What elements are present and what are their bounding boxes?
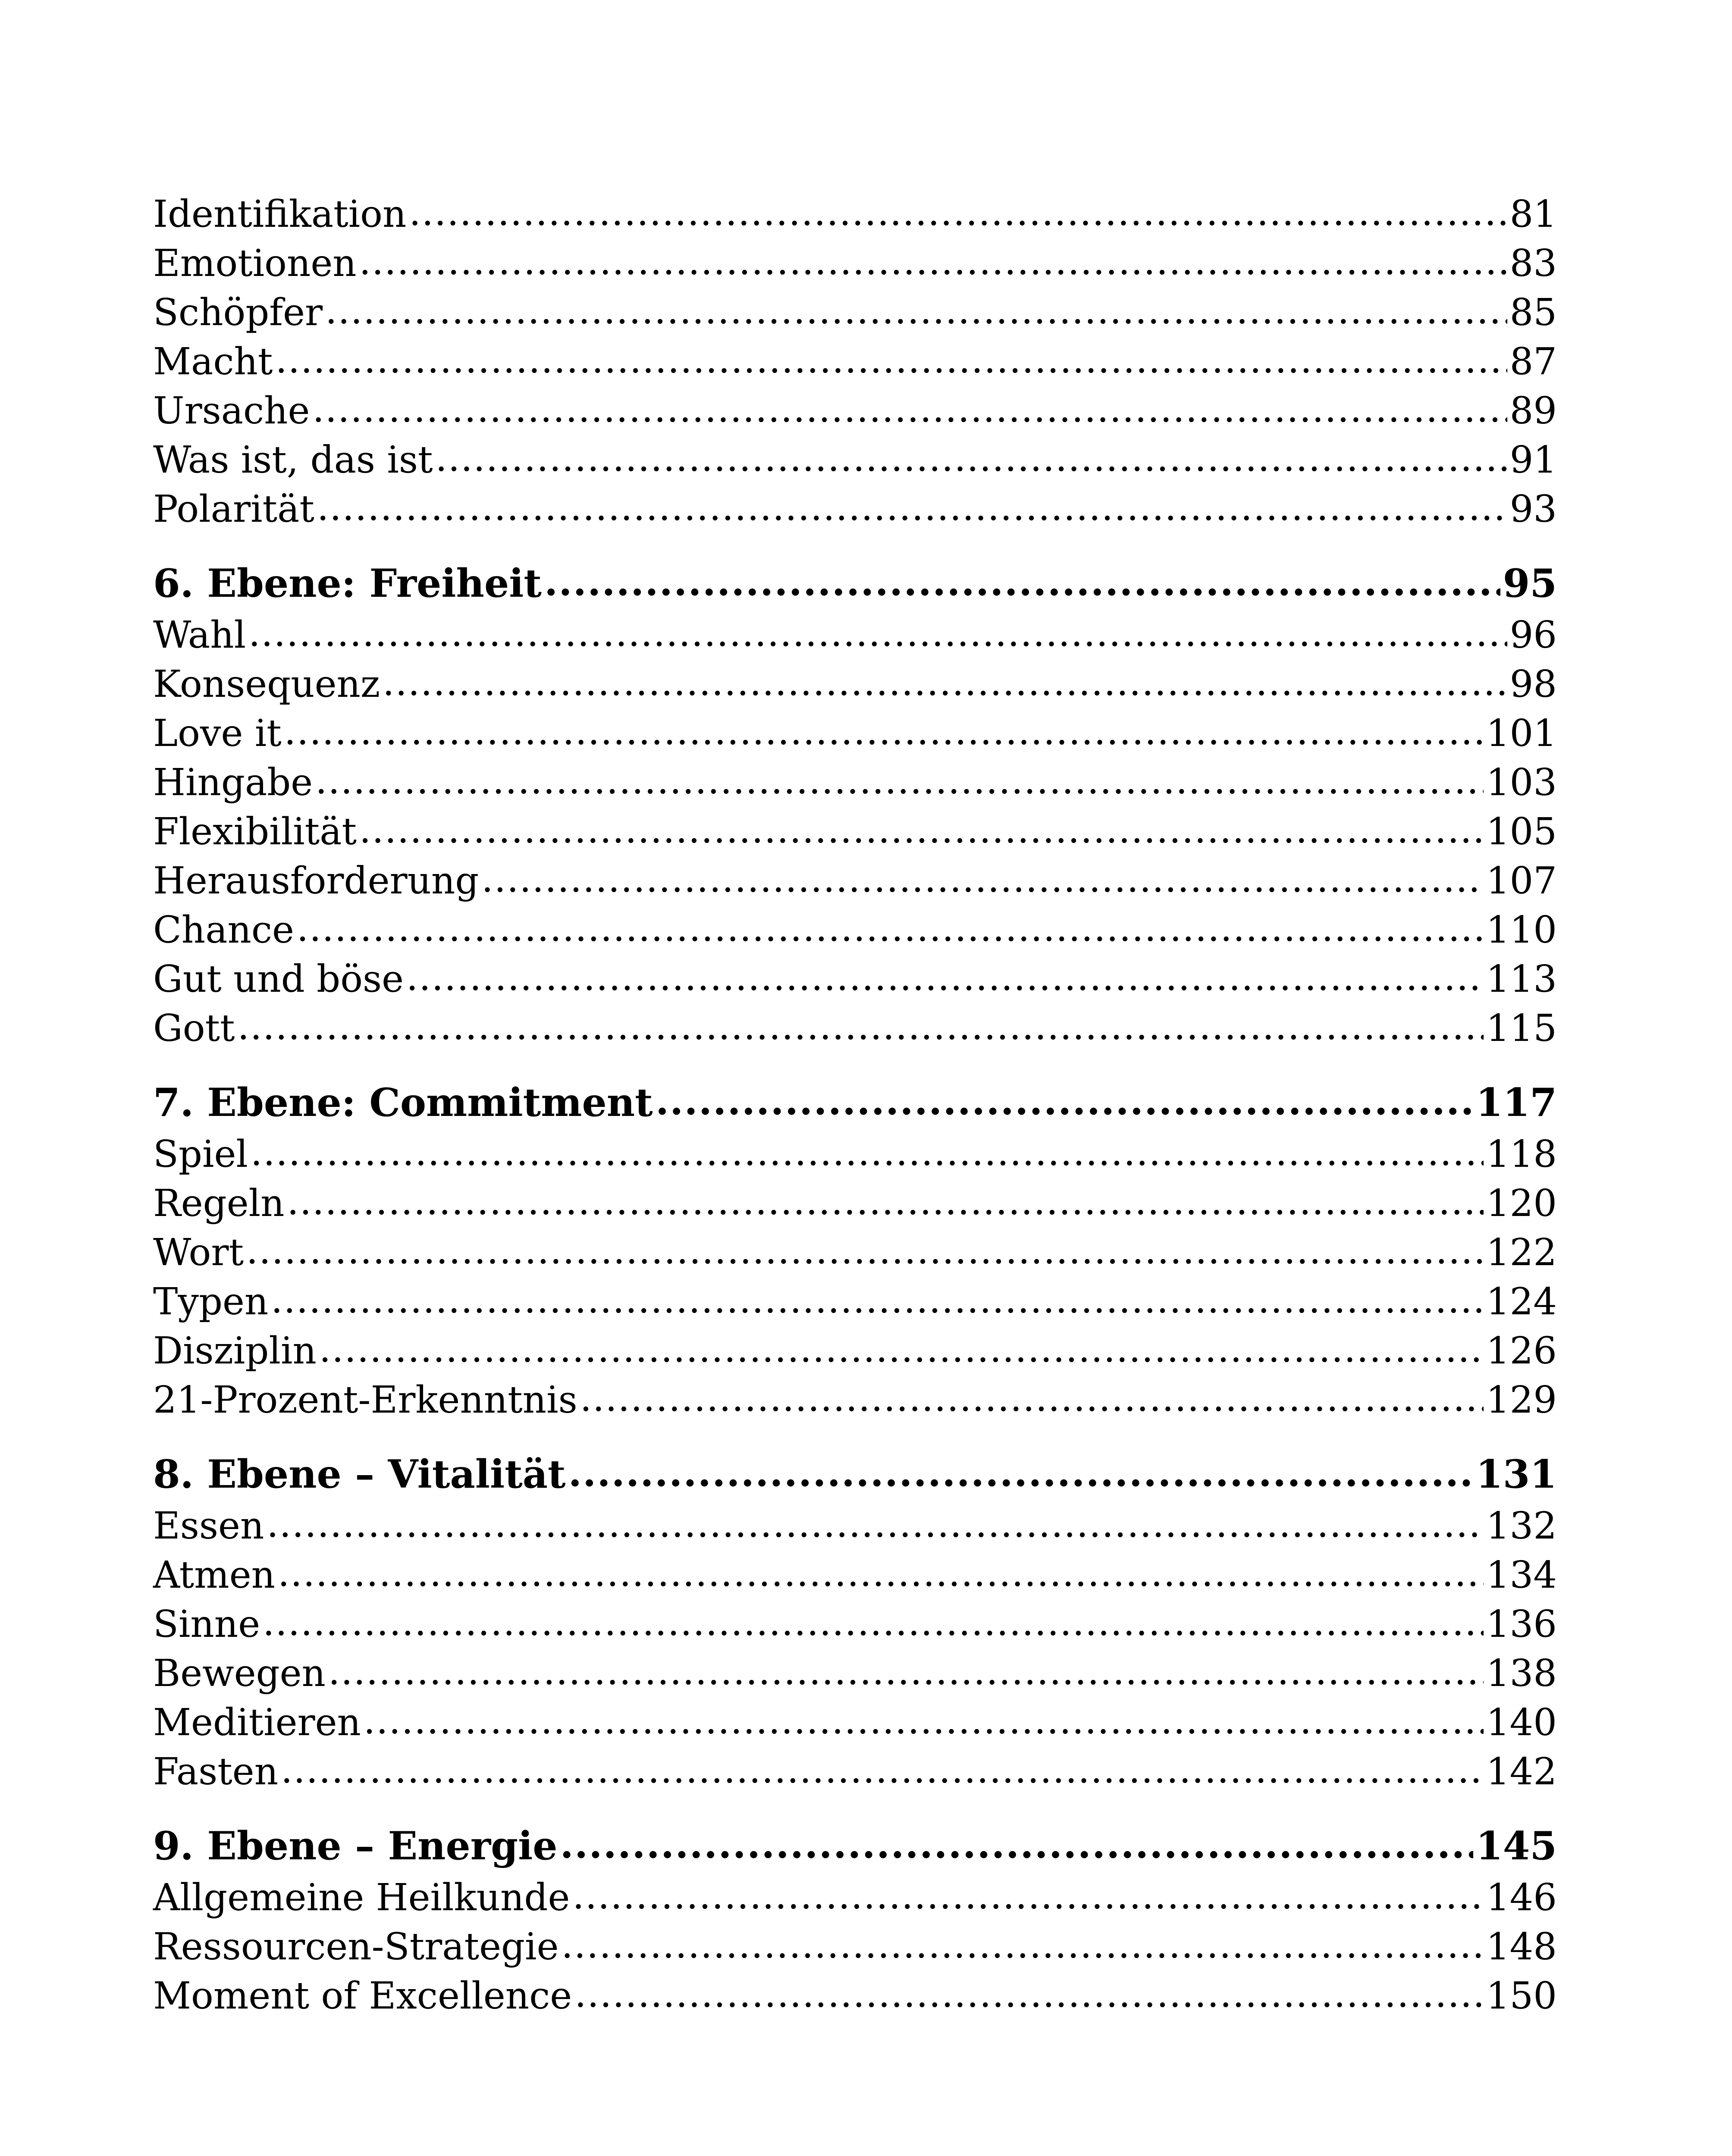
toc-entry [153,485,1557,534]
toc-entry-title: Fasten [153,1750,279,1793]
toc-dot-leader [263,1598,1484,1647]
toc-entry [153,1501,1557,1551]
toc-dot-leader [383,658,1507,707]
toc-entry-title: Emotionen [153,242,357,285]
toc-entry [153,386,1557,436]
toc-page-number: 95 [1503,561,1557,606]
toc-dot-leader [267,1500,1484,1549]
toc-section-heading [153,1448,1557,1501]
toc-entry [153,906,1557,955]
toc-dot-leader [281,1745,1484,1795]
toc-entry [153,807,1557,856]
toc-dot-leader [312,385,1507,434]
toc-page-number: 118 [1486,1133,1557,1176]
toc-entry [153,288,1557,337]
toc-section-heading [153,1819,1557,1873]
toc-dot-leader [319,1325,1484,1374]
toc-entry [153,239,1557,288]
toc-dot-leader [328,1647,1484,1696]
toc-dot-leader [574,1970,1484,2019]
toc-entry-title: Gott [153,1007,235,1050]
toc-page-number: 146 [1486,1876,1557,1919]
toc-dot-leader [580,1374,1484,1423]
toc-dot-leader [278,1549,1484,1598]
toc-entry-title: Flexibilität [153,810,357,853]
toc-page-number: 145 [1476,1823,1557,1869]
toc-dot-leader [275,335,1507,385]
toc-page-number: 85 [1509,291,1557,334]
toc-page-number: 96 [1509,614,1557,657]
toc-dot-leader [246,1226,1484,1275]
toc-entry [153,611,1557,660]
toc-section-heading [153,1076,1557,1130]
toc-entry [153,1971,1557,2021]
toc-page-number: 120 [1486,1182,1557,1225]
toc-entry-title: Ressourcen-Strategie [153,1925,559,1968]
toc-entry-title: 21-Prozent-Erkenntnis [153,1379,577,1422]
toc-entry [153,1228,1557,1277]
toc-entry-title: Herausforderung [153,859,479,903]
toc-dot-leader [325,286,1507,335]
toc-entry-title: Chance [153,909,294,952]
toc-dot-leader [287,1177,1484,1226]
toc-entry-title: Was ist, das ist [153,439,433,482]
toc-dot-leader [271,1275,1484,1325]
toc-entry-title: Macht [153,340,273,383]
toc-dot-leader [317,483,1507,532]
toc-page-number: 132 [1486,1504,1557,1548]
toc-entry-title: Essen [153,1504,264,1548]
toc-page-number: 138 [1486,1652,1557,1695]
toc-entry-title: Disziplin [153,1329,317,1373]
toc-entry [153,1130,1557,1179]
toc-entry-title: Hingabe [153,761,313,804]
toc-entry-title: Identifikation [153,193,407,236]
toc-page-number: 117 [1476,1080,1557,1125]
toc-page-number: 124 [1486,1280,1557,1323]
toc-dot-leader [248,609,1507,658]
toc-entry-title: Spiel [153,1133,248,1176]
toc-entry-title: 6. Ebene: Freiheit [153,561,542,606]
toc-entry-title: Sinne [153,1603,260,1646]
toc-entry [153,1179,1557,1228]
toc-dot-leader [568,1446,1474,1500]
toc-entry-title: Typen [153,1280,269,1323]
toc-entry [153,660,1557,709]
toc-page-number: 126 [1486,1329,1557,1373]
toc-entry [153,436,1557,485]
toc-page-number: 131 [1476,1451,1557,1497]
toc-page-number: 103 [1486,761,1557,804]
toc-entry [153,1551,1557,1600]
toc-dot-leader [251,1128,1484,1177]
toc-entry-title: Allgemeine Heilkunde [153,1876,570,1919]
toc-entry [153,1698,1557,1747]
toc-page-number: 136 [1486,1603,1557,1646]
toc-page-number: 83 [1509,242,1557,285]
toc-dot-leader [297,904,1484,953]
toc-page-number: 87 [1509,340,1557,383]
toc-entry-title: Polarität [153,488,314,531]
toc-dot-leader [409,188,1507,237]
toc-entry-title: Konsequenz [153,663,380,706]
toc-dot-leader [481,855,1483,904]
toc-page-number: 93 [1509,488,1557,531]
toc-entry [153,1277,1557,1326]
toc-entry [153,1004,1557,1053]
toc-page-number: 81 [1509,193,1557,236]
toc-page-number: 148 [1486,1925,1557,1968]
toc-page-number: 110 [1486,909,1557,952]
toc-entry [153,1747,1557,1796]
toc-page-number: 142 [1486,1750,1557,1793]
toc-page-number: 101 [1486,712,1557,755]
toc-entry-title: Meditieren [153,1701,361,1744]
toc-entry [153,1326,1557,1376]
toc-entry-title: Schöpfer [153,291,323,334]
toc-dot-leader [561,1921,1483,1970]
toc-entry [153,1873,1557,1922]
toc-page-number: 113 [1486,958,1557,1001]
toc-page-number: 122 [1486,1231,1557,1274]
toc-entry [153,856,1557,906]
toc-entry-title: Regeln [153,1182,285,1225]
toc-entry [153,1649,1557,1698]
toc-page-number: 105 [1486,810,1557,853]
toc-entry-title: 9. Ebene – Energie [153,1823,558,1869]
toc-dot-leader [238,1002,1484,1051]
toc-dot-leader [560,1818,1474,1871]
toc-entry [153,1600,1557,1649]
toc-entry [153,337,1557,386]
toc-entry-title: 7. Ebene: Commitment [153,1080,653,1125]
toc-dot-leader [359,805,1484,855]
toc-page-number: 150 [1486,1974,1557,2018]
toc-entry [153,190,1557,239]
toc-entry [153,709,1557,758]
toc-dot-leader [572,1871,1483,1921]
toc-entry [153,1376,1557,1425]
table-of-contents [153,190,1557,2021]
toc-page-number: 89 [1509,389,1557,432]
toc-page-number: 98 [1509,663,1557,706]
toc-page-number: 115 [1486,1007,1557,1050]
toc-dot-leader [315,756,1484,805]
toc-page-number: 140 [1486,1701,1557,1744]
toc-entry-title: Atmen [153,1554,275,1597]
toc-dot-leader [436,434,1507,483]
toc-dot-leader [364,1696,1484,1745]
toc-entry [153,758,1557,807]
toc-page-number: 129 [1486,1379,1557,1422]
toc-entry-title: Wahl [153,614,246,657]
toc-entry-title: Moment of Excellence [153,1974,572,2018]
toc-section-heading [153,557,1557,611]
toc-dot-leader [284,707,1484,756]
toc-dot-leader [406,953,1484,1002]
toc-page-number: 91 [1509,439,1557,482]
toc-dot-leader [544,555,1500,609]
toc-dot-leader [359,237,1507,286]
toc-entry-title: Love it [153,712,282,755]
toc-entry [153,1922,1557,1971]
toc-page-number: 107 [1486,859,1557,903]
toc-entry-title: Gut und böse [153,958,404,1001]
toc-entry-title: 8. Ebene – Vitalität [153,1451,566,1497]
toc-entry [153,955,1557,1004]
toc-dot-leader [656,1074,1473,1128]
toc-entry-title: Wort [153,1231,244,1274]
toc-page-number: 134 [1486,1554,1557,1597]
toc-entry-title: Bewegen [153,1652,326,1695]
toc-entry-title: Ursache [153,389,310,432]
